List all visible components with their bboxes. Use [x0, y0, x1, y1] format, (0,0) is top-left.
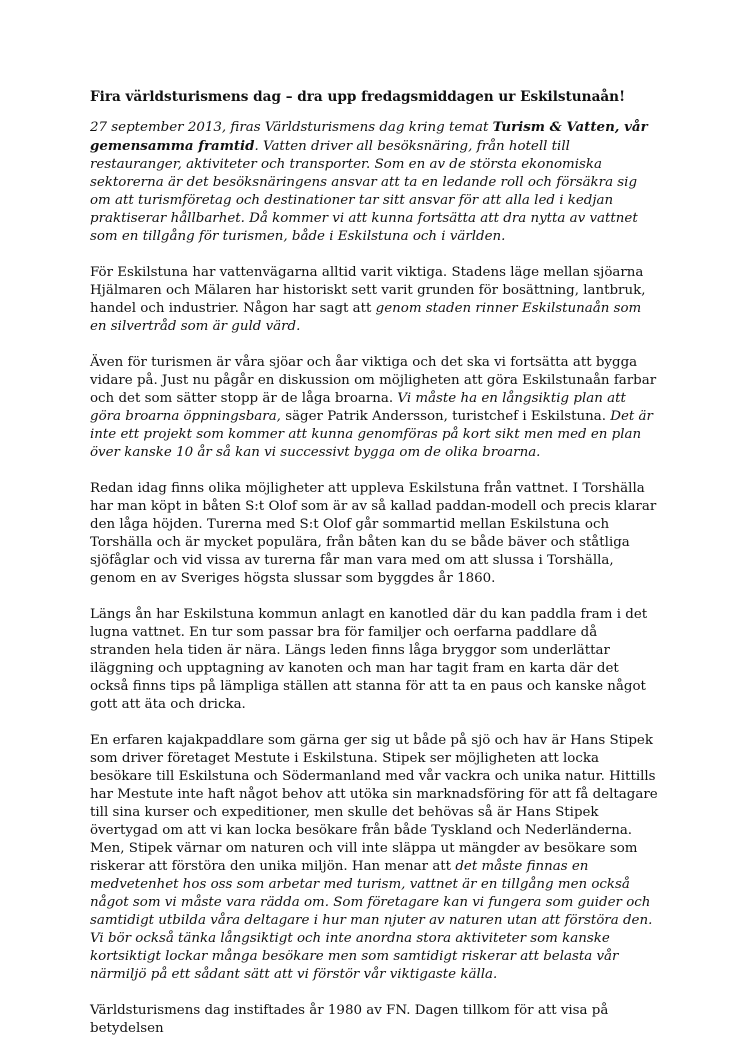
document-page — [90, 88, 660, 1056]
paragraph-kayak — [90, 732, 660, 984]
intro-text-a: 27 september 2013, firas Världsturismens dag kring temat — [90, 120, 493, 135]
kayak-quote: det måste finnas en medvetenhet hos oss som arbetar med turism, vattnet är en tillgång men också något som vi måste vara rädda om. Som företagare kan vi fungera som guider och samtidigt utbilda våra deltagare i hur man njuter av naturen utan att förstöra den. Vi bör också tänka långsiktigt och inte anordna stora aktiviteter som kanske kortsiktigt lockar många besökare men som samtidigt riskerar att belasta vår närmiljö på ett sådant sätt att vi förstör vår viktigaste källa. — [90, 859, 653, 982]
paragraph-boat: Redan idag finns olika möjligheter att uppleva Eskilstuna från vattnet. I Torshälla har man köpt in båten S:t Olof som är av så kallad paddan-modell och precis klarar den låga höjden. Turerna med S:t Olof går sommartid mellan Eskilstuna och Torshälla och är mycket populära, från båten kan du se både bäver och ståtliga sjöfåglar och vid vissa av turerna får man vara med om att slussa i Torshälla, genom en av Sveriges högsta slussar som byggdes år 1860. — [90, 481, 657, 586]
paragraph-history: Världsturismens dag instiftades år 1980 av FN. Dagen tillkom för att visa på betydelsen — [90, 1003, 609, 1036]
waterways-text: För Eskilstuna har vattenvägarna alltid varit viktiga. Stadens läge mellan sjöarna Hjälmaren och Mälaren har historiskt sett varit grunden för bosättning, lantbruk, handel och industrier. Någon har sagt att — [90, 265, 646, 316]
waterways-quote: genom staden rinner Eskilstunaån som en silvertråd som är guld värd. — [90, 301, 642, 334]
bridges-text-c: säger Patrik Andersson, turistchef i Eskilstuna. — [280, 409, 611, 424]
intro-text-c: . Vatten driver all besöksnäring, från hotell till restauranger, aktiviteter och transporter. Som en av de största ekonomiska sektorerna är det besöksnäringens ansvar att ta en ledande roll och försäkra sig om att turismföretag och destinationer tar sitt ansvar för att alla led i kedjan praktiserar hållbarhet. Då kommer vi att kunna fortsätta att dra nytta av vattnet som en tillgång för turismen, både i Eskilstuna och i världen. — [90, 139, 638, 244]
paragraph-waterways — [90, 264, 660, 336]
paragraph-bridges — [90, 354, 660, 462]
article-title: Fira världsturismens dag – dra upp fredagsmiddagen ur Eskilstunaån! — [90, 89, 626, 105]
kayak-text: En erfaren kajakpaddlare som gärna ger sig ut både på sjö och hav är Hans Stipek som driver företaget Mestute i Eskilstuna. Stipek ser möjligheten att locka besökare till Eskilstuna och Södermanland med vår vackra och unika natur. Hittills har Mestute inte haft något behov att utöka sin marknadsföring för att få deltagare till sina kurser och expeditioner, men skulle det behövas så är Hans Stipek övertygad om att vi kan locka besökare från både Tyskland och Nederländerna. Men, Stipek värnar om naturen och vill inte släppa ut mängder av besökare som riskerar att förstöra den unika miljön. Han menar att — [90, 733, 658, 874]
intro-theme: Turism & Vatten, vår gemensamma framtid — [90, 119, 648, 154]
bridges-quote-2: Det är inte ett projekt som kommer att kunna genomföras på kort sikt men med en plan över kanske 10 år så kan vi successivt bygga om de olika broarna. — [90, 409, 653, 460]
bridges-quote-1: Vi måste ha en långsiktig plan att göra broarna öppningsbara, — [90, 391, 626, 424]
paragraph-canoe: Längs ån har Eskilstuna kommun anlagt en kanotled där du kan paddla fram i det lugna vattnet. En tur som passar bra för familjer och oerfarna paddlare då stranden hela tiden är nära. Längs leden finns låga bryggor som underlättar iläggning och upptagning av kanoten och man har tagit fram en karta där det också finns tips på lämpliga ställen att stanna för att ta en paus och kanske något gott att äta och dricka. — [90, 607, 648, 712]
bridges-text-a: Även för turismen är våra sjöar och åar viktiga och det ska vi fortsätta att bygga vidare på. Just nu pågår en diskussion om möjligheten att göra Eskilstunaån farbar och det som sätter stopp är de låga broarna. — [90, 355, 657, 406]
paragraph-intro — [90, 118, 660, 246]
